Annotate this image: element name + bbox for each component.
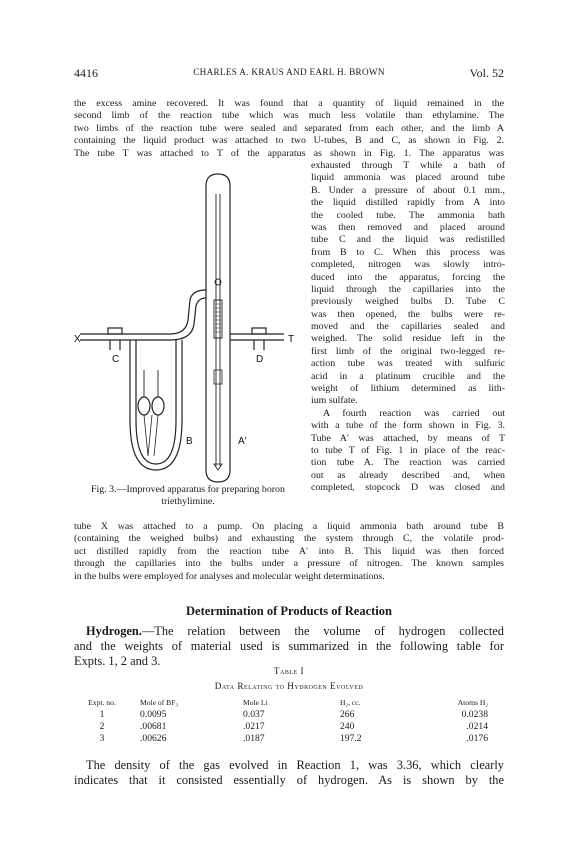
table-cell: .0187 xyxy=(243,732,265,744)
text-line: two limbs of the reaction tube were sealed and separated from each other, and the limb A xyxy=(74,122,504,134)
label-t: T xyxy=(288,334,295,345)
label-d: D xyxy=(256,354,264,365)
text-line: (containing the weighed bulbs) and exhausting the system through C, the volatile prod- xyxy=(74,533,504,545)
text-line: weight of lithium determined as lith- xyxy=(311,383,505,395)
label-c: C xyxy=(112,354,120,365)
text-line: completed, nitrogen was slowly intro- xyxy=(311,259,505,271)
text-line: indicates that it consisted essentially of hydrogen. As is shown by the xyxy=(74,773,504,787)
table-cell: .00626 xyxy=(140,732,167,744)
table-row xyxy=(74,720,504,732)
text-run: —The relation between the volume of hydrogen collected xyxy=(141,624,504,638)
table-cell: 0.0095 xyxy=(140,708,167,720)
text-line: out as already described and, when xyxy=(311,469,505,481)
text-line: in the bulbs were employed for analyses and molecular weight determinations. xyxy=(74,570,385,582)
table-cell: .0214 xyxy=(466,720,488,732)
column-header: H₂, cc. xyxy=(340,698,361,707)
closing-paragraph xyxy=(74,758,504,788)
text-line: the excess amine recovered. It was found that a quantity of liquid remained in the xyxy=(74,98,504,109)
text-line: The density of the gas evolved in Reaction 1, was 3.36, which clearly xyxy=(86,758,504,772)
table-row xyxy=(74,732,504,744)
table-row xyxy=(74,708,504,720)
text-line: tion tube A. The reaction was carried xyxy=(311,457,505,469)
text-line: was then opened, the bulbs were re- xyxy=(311,308,505,320)
text-line xyxy=(74,624,504,639)
text-line: completed, stopcock D was closed and xyxy=(311,482,505,494)
running-title: CHARLES A. KRAUS AND EARL H. BROWN xyxy=(193,67,385,77)
u-tube-b-inner xyxy=(136,340,176,464)
column-header: Expt. no. xyxy=(88,698,116,707)
intro-paragraph xyxy=(74,98,504,160)
stopcock-c-stem xyxy=(110,340,120,350)
text-line: exhausted through T while a bath of xyxy=(311,160,505,171)
volume-label: Vol. 52 xyxy=(469,66,504,80)
label-b: B xyxy=(186,436,193,447)
table-cell: 2 xyxy=(99,720,105,732)
table-cell: 240 xyxy=(340,720,355,732)
main-tube-bottom xyxy=(206,470,230,482)
text-line: weighed. The solid residue left in the xyxy=(311,333,505,345)
stopcock-d-stem xyxy=(254,340,264,350)
hydrogen-table xyxy=(74,697,504,744)
text-line: with a tube of the form shown in Fig. 3. xyxy=(311,420,505,432)
text-line: tube C and the liquid was redistilled xyxy=(311,234,505,246)
text-line: from B to C. When this process was xyxy=(311,246,505,258)
table-cell: 0.0238 xyxy=(461,708,488,720)
text-line: Tube A′ was attached, by means of T xyxy=(311,432,505,444)
label-a-prime: A′ xyxy=(238,436,247,447)
wrapped-text-column xyxy=(311,160,505,495)
text-line: to tube T of Fig. 1 in place of the reac- xyxy=(311,444,505,456)
table-cell: 197.2 xyxy=(340,732,362,744)
text-line: duced into the apparatus, forcing the xyxy=(311,271,505,283)
table-cell: .00681 xyxy=(140,720,167,732)
text-line: and the weights of material used is summarized in the following table for xyxy=(74,639,504,653)
text-line: liquid through the capillaries into the xyxy=(311,283,505,295)
text-line: liquid ammonia was placed around tube xyxy=(311,172,505,184)
text-line: action tube was treated with sulfuric xyxy=(311,358,505,370)
inner-seal xyxy=(214,370,222,384)
bulb-capillary xyxy=(154,415,158,456)
table-cell: .0217 xyxy=(243,720,265,732)
column-header: Atoms H₂ xyxy=(457,698,488,707)
page-number: 4416 xyxy=(74,66,98,80)
label-x: X xyxy=(74,334,81,345)
bulb-capillary xyxy=(144,415,152,456)
text-line: second limb of the reaction tube which was much less volatile than ethylamine. The xyxy=(74,110,504,122)
run-in-heading: Hydrogen. xyxy=(86,624,142,638)
text-line: ium sulfate. xyxy=(311,395,358,407)
text-line: Expts. 1, 2 and 3. xyxy=(74,654,161,668)
table-caption: Data Relating to Hydrogen Evolved xyxy=(214,681,364,691)
bulb-stem xyxy=(144,370,158,397)
hydrogen-paragraph xyxy=(74,624,504,669)
text-line: through the capillaries into the bulbs under a pressure of nitrogen. The known samples xyxy=(74,558,504,570)
text-line: The tube T was attached to T of the apparatus as shown in Fig. 1. The apparatus was xyxy=(74,147,504,159)
text-line: B. Under a pressure of about 0.1 mm., xyxy=(311,184,505,196)
apparatus-drawing xyxy=(74,170,306,490)
text-line: was then removed and placed around xyxy=(311,221,505,233)
page-header xyxy=(74,66,504,84)
text-line: first limb of the original two-legged re- xyxy=(311,345,505,357)
main-tube xyxy=(206,174,230,470)
text-line: uct distilled rapidly from the reaction tube A′ into B. This liquid was then forced xyxy=(74,545,504,557)
left-connector xyxy=(170,290,206,334)
text-line: previously weighed bulbs D. Tube C xyxy=(311,296,505,308)
figure-caption: Fig. 3.—Improved apparatus for preparing boron triethylimine. xyxy=(91,484,285,507)
table-cell: 3 xyxy=(99,732,105,744)
table-cell: 0.037 xyxy=(243,708,265,720)
table-header-row xyxy=(74,697,504,708)
text-line: the cooled tube. The ammonia bath xyxy=(311,209,505,221)
column-header: Mole of BF₃ xyxy=(140,698,179,707)
text-line: acid in a platinum crucible and the xyxy=(311,370,505,382)
text-line: tube X was attached to a pump. On placing a liquid ammonia bath around tube B xyxy=(74,521,504,532)
weighing-bulb xyxy=(152,397,164,415)
weighing-bulb xyxy=(138,397,150,415)
table-cell: 266 xyxy=(340,708,355,720)
stopcock-c-handle xyxy=(108,328,122,334)
stopcock-d-handle xyxy=(252,328,266,334)
section-heading: Determination of Products of Reaction xyxy=(186,604,392,618)
apparatus-figure xyxy=(74,170,306,490)
text-line: moved and the capillaries sealed and xyxy=(311,321,505,333)
table-cell: .0176 xyxy=(466,732,488,744)
table-label: Table I xyxy=(273,666,305,676)
text-line: containing the liquid product was attached to two U-tubes, B and C, as shown in Fig. 2. xyxy=(74,135,504,147)
text-line: the liquid distilled rapidly from A into xyxy=(311,197,505,209)
text-line: A fourth reaction was carried out xyxy=(323,407,505,419)
continuation-paragraph xyxy=(74,521,504,583)
column-header: Mole Li xyxy=(243,698,268,707)
inner-tip xyxy=(214,464,222,470)
table-cell: 1 xyxy=(99,708,105,720)
